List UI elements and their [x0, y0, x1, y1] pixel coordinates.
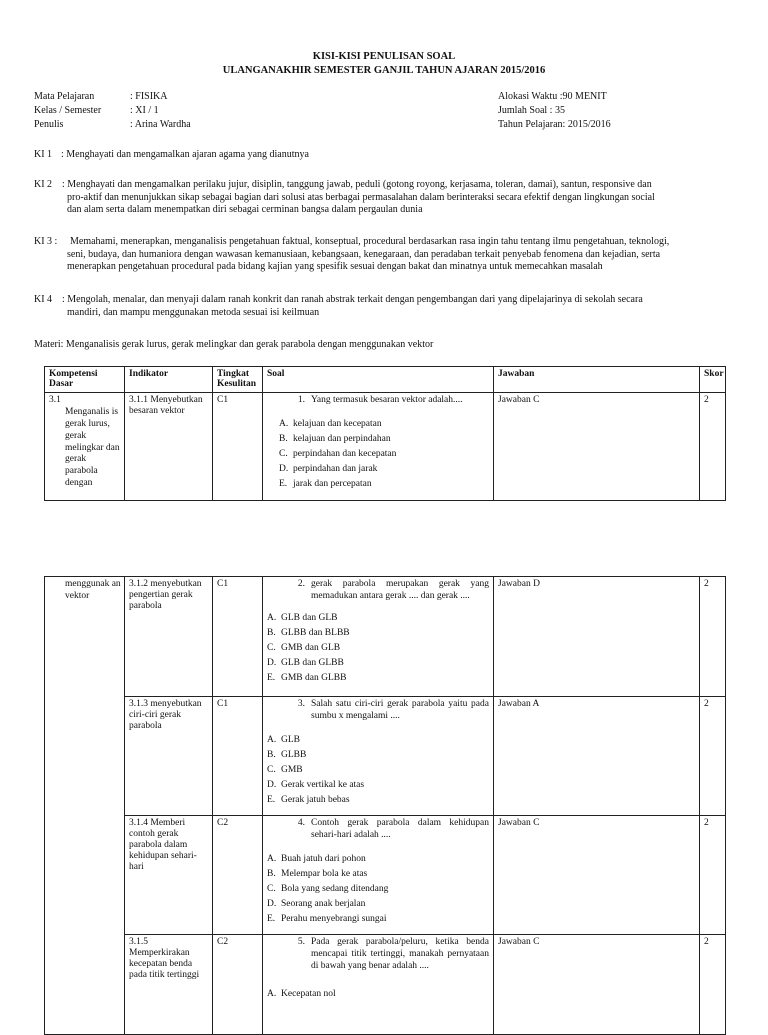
header-soal: Soal [263, 367, 494, 393]
option [267, 673, 489, 688]
option-letter: B. [267, 868, 276, 879]
option-letter: E. [267, 913, 276, 924]
option-text: GLBB [281, 749, 307, 760]
ki-1 [34, 149, 724, 162]
option-letter: D. [267, 779, 277, 790]
ki-line: : Menghayati dan mengamalkan perilaku jujur, disiplin, tanggung jawab, peduli (gotong royong, kerjasama, toleran, damai), santun, responsive dan [62, 179, 652, 190]
option-text: GLB dan GLBB [281, 657, 344, 668]
option-text: perpindahan dan kecepatan [293, 448, 397, 459]
soal-table-2 [44, 576, 726, 1035]
kd-text: Menganalis is gerak lurus, gerak melingkar dan gerak parabola dengan [65, 406, 120, 489]
question [267, 937, 489, 973]
option-text: Kecepatan nol [281, 988, 336, 999]
option-text: Buah jatuh dari pohon [281, 853, 366, 864]
tingkat-cell: C1 [213, 697, 263, 816]
ki-line: : Menghayati dan mengamalkan ajaran agama yang dianutnya [61, 149, 309, 160]
option-letter: E. [279, 478, 288, 489]
tingkat-cell: C2 [213, 816, 263, 935]
header-skor: Skor [700, 367, 726, 393]
option [279, 419, 489, 434]
jawaban-cell: Jawaban C [494, 935, 700, 1035]
kd-number: 3.1 [49, 395, 61, 405]
option [267, 899, 489, 914]
option [267, 658, 489, 673]
jawaban-cell: Jawaban C [494, 393, 700, 501]
header-jawaban: Jawaban [494, 367, 700, 393]
soal-cell [263, 577, 494, 697]
soal-cell [263, 816, 494, 935]
meta-value: : XI / 1 [130, 105, 159, 116]
option-letter: C. [267, 883, 276, 894]
option-letter: D. [267, 657, 277, 668]
indikator-cell: 3.1.3 menyebutkan ciri-ciri gerak parabola [125, 697, 213, 816]
option-letter: B. [267, 749, 276, 760]
option-text: Seorang anak berjalan [281, 898, 366, 909]
option-letter: A. [279, 418, 289, 429]
ki-label: KI 1 [34, 149, 53, 160]
option-letter: B. [279, 433, 288, 444]
skor-cell: 2 [700, 816, 726, 935]
ki-line: seni, budaya, dan humaniora dengan wawasan kemanusiaan, kebangsaan, kenegaraan, dan peradaban terkait penyebab fenomena dan kejadian, serta [67, 248, 661, 260]
option-letter: B. [267, 627, 276, 638]
indikator-cell: 3.1.4 Memberi contoh gerak parabola dalam kehidupan sehari-hari [125, 816, 213, 935]
option [267, 628, 489, 643]
soal-cell [263, 935, 494, 1035]
option [267, 765, 489, 780]
option [267, 750, 489, 765]
tingkat-cell: C2 [213, 935, 263, 1035]
question [267, 699, 489, 723]
skor-cell: 2 [700, 697, 726, 816]
table-row [45, 577, 726, 697]
meta-label: Mata Pelajaran [34, 91, 95, 102]
meta-value: : Arina Wardha [130, 119, 191, 130]
option [279, 449, 489, 464]
option-letter: C. [267, 642, 276, 653]
option [279, 464, 489, 479]
ki-line: : Mengolah, menalar, dan menyaji dalam ranah konkrit dan ranah abstrak terkait dengan pengembangan dari yang dipelajarinya di sekolah secara [62, 294, 643, 305]
option [267, 854, 489, 869]
option-text: GMB [281, 764, 303, 775]
option-text: kelajuan dan perpindahan [293, 433, 391, 444]
meta-value: : FISIKA [130, 91, 168, 102]
meta-alokasi: Alokasi Waktu :90 MENIT [498, 91, 607, 102]
option-text: GLBB dan BLBB [281, 627, 350, 638]
indikator-cell: 3.1.5 Memperkirakan kecepatan benda pada titik tertinggi [125, 935, 213, 1035]
option-text: Bola yang sedang ditendang [281, 883, 389, 894]
soal-cell [263, 697, 494, 816]
option [267, 989, 489, 1004]
options [267, 989, 489, 1004]
question-text: Yang termasuk besaran vektor adalah.... [311, 395, 463, 405]
options [267, 735, 489, 810]
ki-line: dan alam serta dalam menempatkan diri sebagai cerminan bangsa dalam pergaulan dunia [67, 204, 423, 215]
option-text: perpindahan dan jarak [293, 463, 378, 474]
tingkat-cell: C1 [213, 393, 263, 501]
option [267, 869, 489, 884]
option-letter: D. [267, 898, 277, 909]
option-letter: E. [267, 672, 276, 683]
ki-line: mandiri, dan mampu menggunakan metoda sesuai isi keilmuan [67, 306, 320, 318]
ki-label: KI 3 : [34, 236, 58, 247]
ki-label: KI 4 [34, 294, 53, 305]
option-text: GMB dan GLB [281, 642, 341, 653]
question-number: 3. [297, 699, 305, 709]
option-letter: A. [267, 612, 277, 623]
option-letter: A. [267, 988, 277, 999]
option-letter: C. [267, 764, 276, 775]
option-text: Perahu menyebrangi sungai [281, 913, 387, 924]
ki-line: menerapkan pengetahuan procedural pada bidang kajian yang spesifik sesuai dengan bakat dan minatnya untuk memecahkan masalah [67, 261, 603, 272]
header-indikator: Indikator [125, 367, 213, 393]
ki-2 [34, 179, 724, 217]
skor-cell: 2 [700, 577, 726, 697]
skor-cell: 2 [700, 935, 726, 1035]
option [279, 434, 489, 449]
question-text: gerak parabola merupakan gerak yang memadukan antara gerak .... dan gerak .... [311, 579, 489, 601]
options [267, 854, 489, 929]
option-text: Gerak jatuh bebas [281, 794, 350, 805]
options [267, 613, 489, 688]
question-number: 5. [297, 937, 305, 947]
jawaban-cell: Jawaban C [494, 816, 700, 935]
table-row [45, 816, 726, 935]
option [267, 914, 489, 929]
option-letter: A. [267, 734, 277, 745]
option-letter: D. [279, 463, 289, 474]
question-text: Pada gerak parabola/peluru, ketika benda mencapai titik tertinggi, manakah pernyataan di bawah yang benar adalah .... [311, 937, 489, 971]
ki-label: KI 2 [34, 179, 53, 190]
ki-line: Memahami, menerapkan, menganalisis pengetahuan faktual, konseptual, procedural berdasarkan rasa ingin tahu tentang ilmu pengetahuan, teknologi, [70, 236, 670, 247]
question-text: Contoh gerak parabola dalam kehidupan sehari-hari adalah .... [311, 818, 489, 840]
table-row [45, 697, 726, 816]
option-text: kelajuan dan kecepatan [293, 418, 382, 429]
question-number: 2. [297, 579, 305, 589]
option-text: jarak dan percepatan [293, 478, 372, 489]
indikator-cell: 3.1.1 Menyebutkan besaran vektor [125, 393, 213, 501]
option-text: Gerak vertikal ke atas [281, 779, 365, 790]
option [267, 884, 489, 899]
kd-cell [45, 577, 125, 1035]
tingkat-cell: C1 [213, 577, 263, 697]
question [267, 395, 489, 407]
header-tingkat: Tingkat Kesulitan [213, 367, 263, 393]
table-row [45, 935, 726, 1035]
kd-cell [45, 393, 125, 501]
jawaban-cell: Jawaban D [494, 577, 700, 697]
option [267, 643, 489, 658]
option [267, 780, 489, 795]
question [267, 818, 489, 842]
option-text: GMB dan GLBB [281, 672, 347, 683]
question-number: 4. [297, 818, 305, 828]
option [267, 795, 489, 810]
options [279, 419, 489, 494]
question-text: Salah satu ciri-ciri gerak parabola yaitu pada sumbu x mengalami .... [311, 699, 489, 721]
option-text: GLB dan GLB [281, 612, 338, 623]
option-letter: E. [267, 794, 276, 805]
header-kompetensi: Kompetensi Dasar [45, 367, 125, 393]
option [279, 479, 489, 494]
materi: Materi: Menganalisis gerak lurus, gerak melingkar dan gerak parabola dengan menggunakan vektor [34, 339, 434, 350]
meta-jumlah-soal: Jumlah Soal : 35 [498, 105, 565, 116]
indikator-cell: 3.1.2 menyebutkan pengertian gerak parabola [125, 577, 213, 697]
option-letter: C. [279, 448, 288, 459]
meta-tahun: Tahun Pelajaran: 2015/2016 [498, 119, 611, 130]
meta-label: Kelas / Semester [34, 105, 102, 116]
table-header-row [45, 367, 726, 393]
question [267, 579, 489, 603]
ki-line: pro-aktif dan menunjukkan sikap sebagai bagian dari solusi atas berbagai permasalahan dalam berinteraksi secara efektif dengan lingkungan social [67, 191, 655, 203]
question-number: 1. [297, 395, 305, 405]
table-row [45, 393, 726, 501]
jawaban-cell: Jawaban A [494, 697, 700, 816]
soal-cell [263, 393, 494, 501]
kd-text: menggunak an vektor [65, 579, 121, 601]
meta-right [498, 91, 728, 133]
option [267, 613, 489, 628]
document-subtitle: ULANGANAKHIR SEMESTER GANJIL TAHUN AJARAN 2015/2016 [222, 65, 546, 76]
option-text: GLB [281, 734, 300, 745]
option-text: Melempar bola ke atas [281, 868, 368, 879]
meta-label: Penulis [34, 119, 64, 130]
meta-left [34, 91, 334, 133]
option [267, 735, 489, 750]
document-title: KISI-KISI PENULISAN SOAL [312, 51, 456, 62]
option-letter: A. [267, 853, 277, 864]
skor-cell: 2 [700, 393, 726, 501]
soal-table-1 [44, 366, 726, 501]
ki-4 [34, 294, 724, 319]
ki-3 [34, 236, 724, 274]
